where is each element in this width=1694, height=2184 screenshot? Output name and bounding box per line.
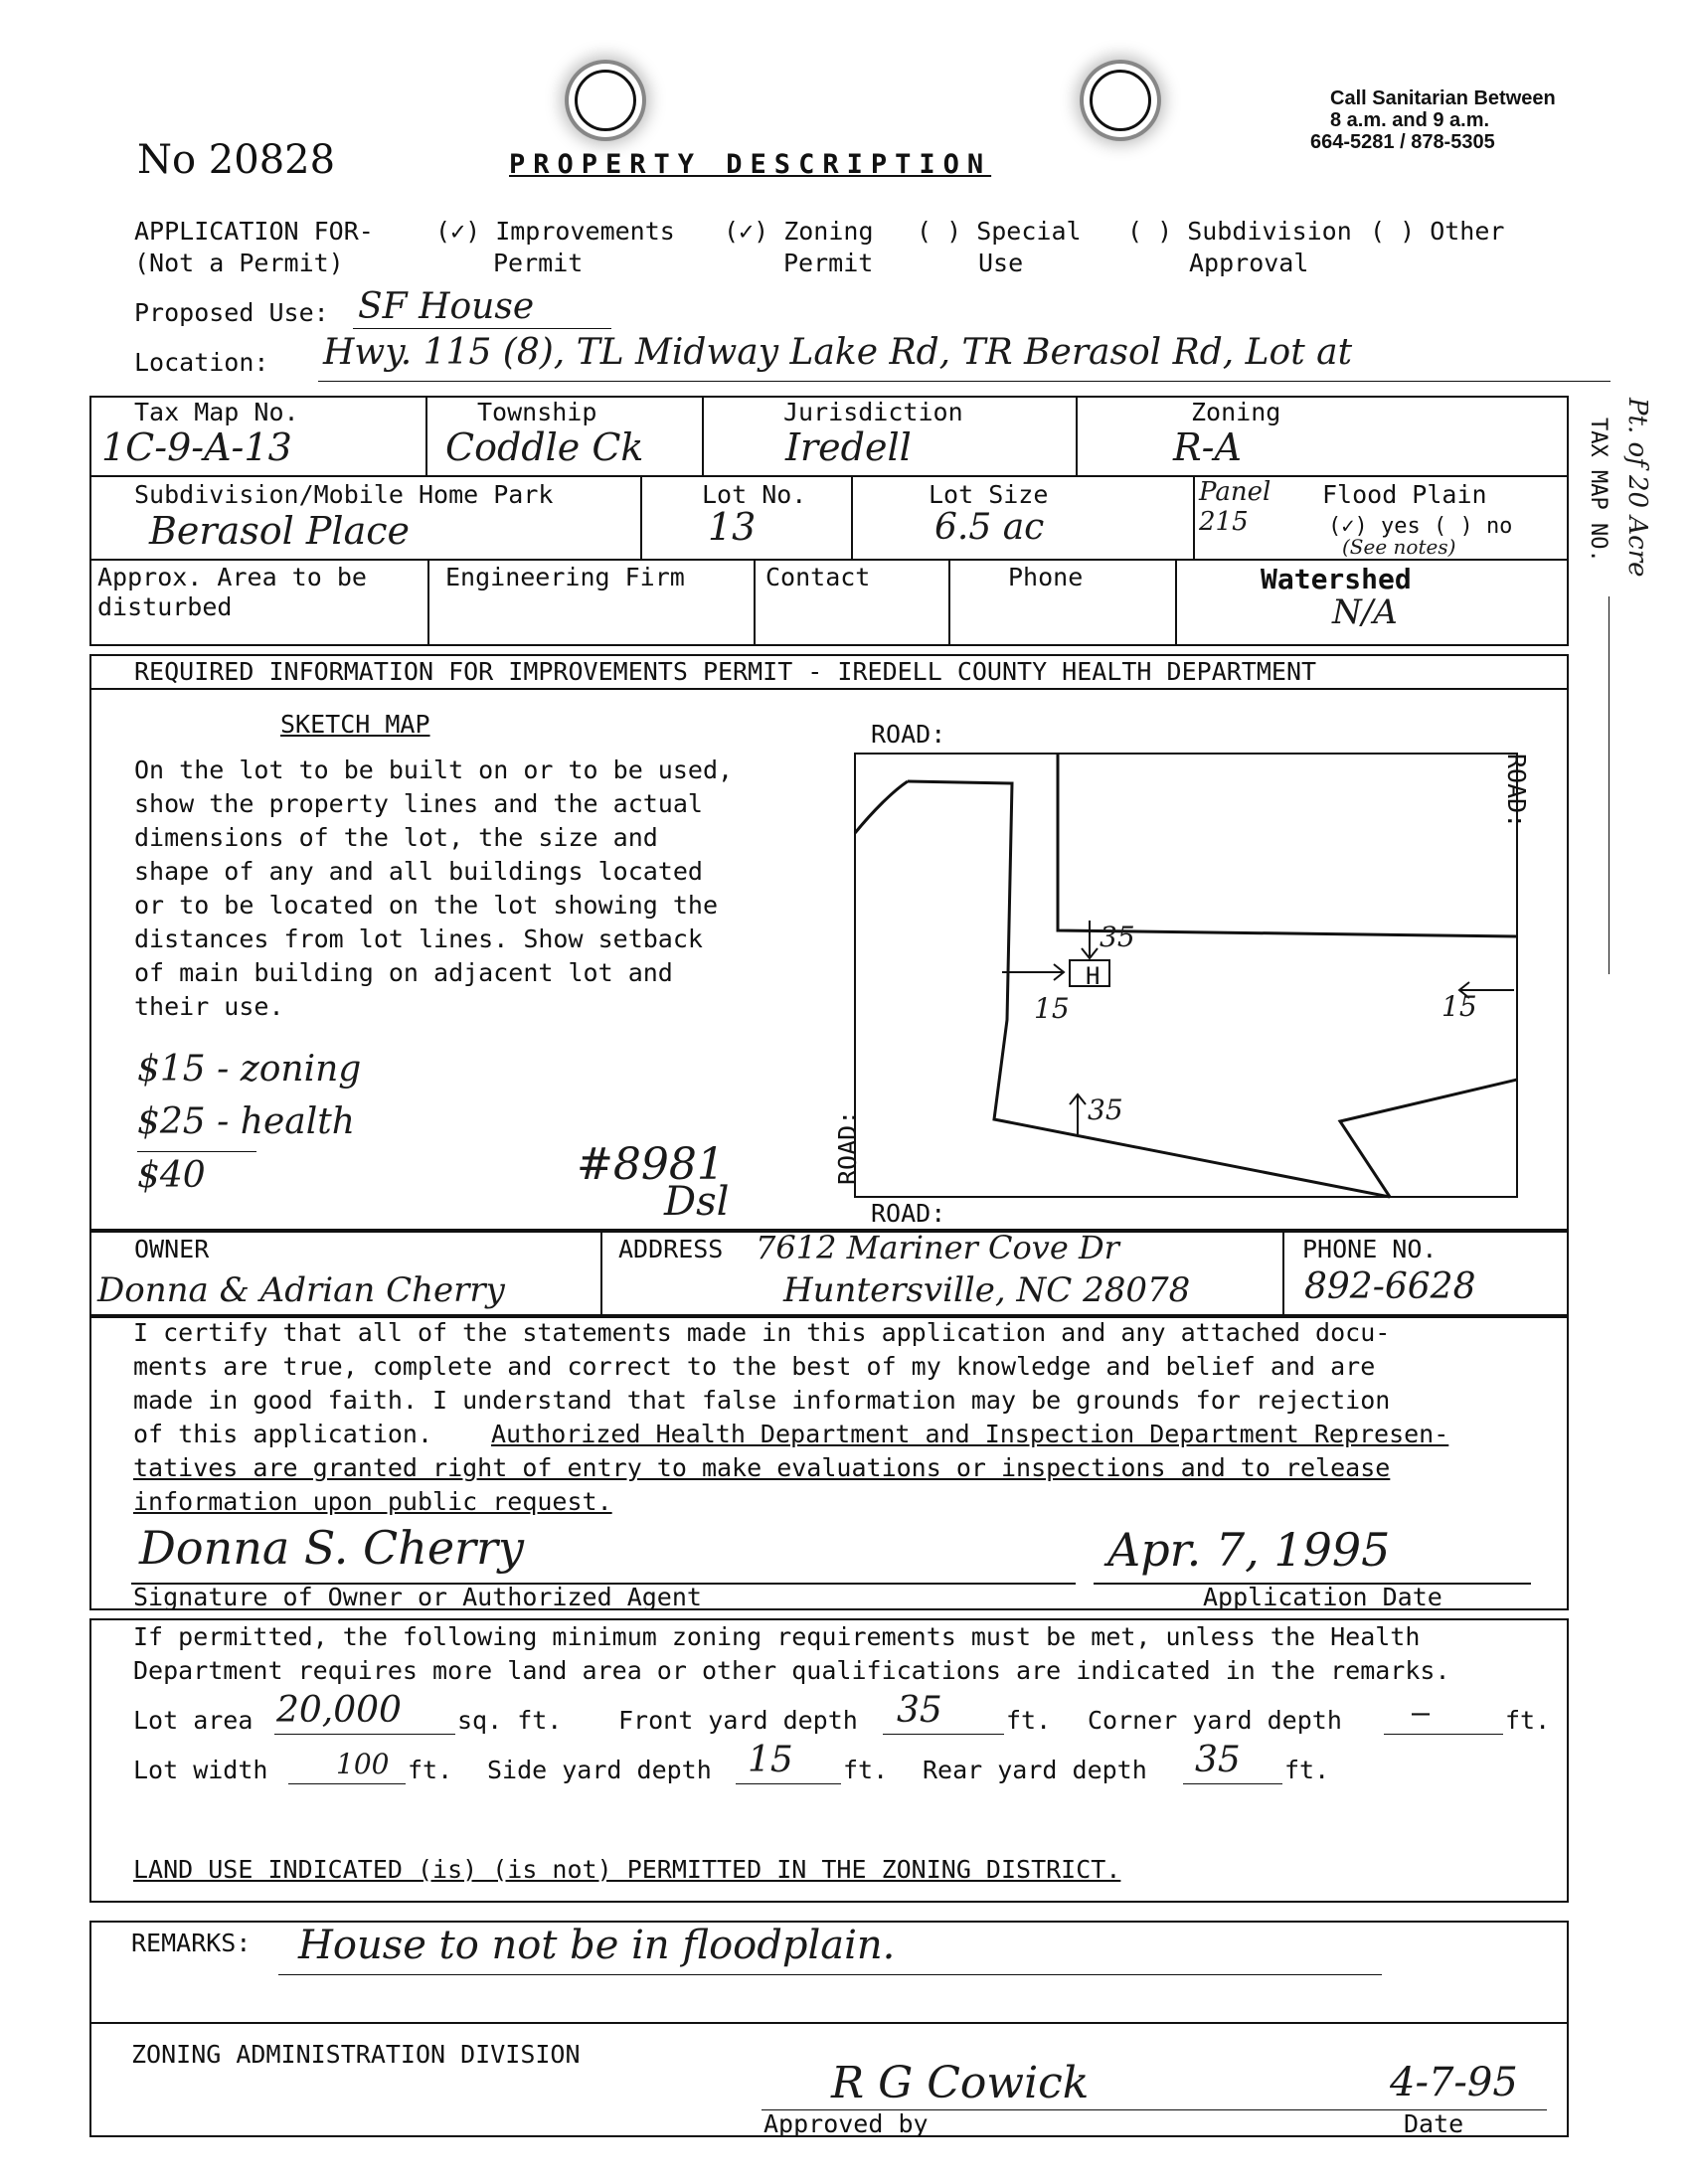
form-title: PROPERTY DESCRIPTION: [509, 149, 992, 180]
certify-line-3: made in good faith. I understand that false information may be grounds for rejection: [133, 1386, 1391, 1415]
watershed-value[interactable]: N/A: [1332, 592, 1398, 632]
receipt-number: #8981: [577, 1139, 725, 1190]
certify-line-5: tatives are granted right of entry to make evaluations or inspections and to release: [133, 1453, 1391, 1482]
owner-value[interactable]: Donna & Adrian Cherry: [97, 1270, 505, 1310]
rear-yard-unit: ft.: [1284, 1756, 1330, 1784]
lot-size-value[interactable]: 6.5 ac: [934, 507, 1045, 548]
application-date-value[interactable]: Apr. 7, 1995: [1107, 1523, 1391, 1577]
remarks-value[interactable]: House to not be in floodplain.: [298, 1923, 896, 1968]
tax-map-label: Tax Map No.: [134, 398, 299, 426]
zoning-label: Zoning: [1191, 398, 1281, 426]
side-yard-unit: ft.: [843, 1756, 889, 1784]
lot-area-unit: sq. ft.: [457, 1706, 563, 1735]
lot-area-label: Lot area: [133, 1706, 254, 1735]
approved-by-label: Approved by: [763, 2109, 929, 2138]
road-label-top: ROAD:: [871, 720, 946, 749]
remarks-label: REMARKS:: [131, 1929, 252, 1957]
location-label: Location:: [134, 348, 269, 377]
corner-yard-label: Corner yard depth: [1088, 1706, 1342, 1735]
certify-line-2: ments are true, complete and correct to the best of my knowledge and belief and are: [133, 1352, 1376, 1381]
side-yard-label: Side yard depth: [487, 1756, 712, 1784]
flood-plain-options[interactable]: (✓) yes ( ) no: [1328, 514, 1513, 539]
sketch-house-label: H: [1086, 962, 1101, 990]
lot-width-unit: ft.: [408, 1756, 453, 1784]
sanitarian-line3: 664-5281 / 878-5305: [1310, 131, 1495, 153]
sketch-dim-bottom: 35: [1088, 1093, 1123, 1126]
flood-plain-label: Flood Plain: [1322, 480, 1487, 509]
application-date-label: Application Date: [1203, 1583, 1442, 1611]
checkbox-improvements[interactable]: (✓) Improvements: [435, 217, 675, 246]
sketch-instruction-5: or to be located on the lot showing the: [134, 891, 718, 920]
phone-no-value[interactable]: 892-6628: [1304, 1266, 1476, 1307]
road-label-left: ROAD:: [833, 1109, 862, 1185]
zoning-req-line-1: If permitted, the following minimum zoning requirements must be met, unless the Health: [133, 1622, 1421, 1651]
proposed-use-value[interactable]: SF House: [358, 286, 535, 327]
checkbox-subdivision[interactable]: ( ) Subdivision: [1127, 217, 1352, 246]
fee-zoning: $15 - zoning: [137, 1049, 362, 1090]
punch-hole-right: [1090, 70, 1151, 131]
application-label: APPLICATION FOR-: [134, 217, 374, 246]
certify-line-4b: Authorized Health Department and Inspection Department Represen-: [491, 1420, 1449, 1448]
sketch-map-title: SKETCH MAP: [280, 710, 430, 739]
certify-line-4a: of this application.: [133, 1420, 433, 1448]
land-use-statement: LAND USE INDICATED (is) (is not) PERMITTED IN THE ZONING DISTRICT.: [133, 1855, 1121, 1884]
location-value[interactable]: Hwy. 115 (8), TL Midway Lake Rd, TR Berasol Rd, Lot at: [323, 332, 1353, 373]
lot-area-value[interactable]: 20,000: [276, 1690, 402, 1731]
side-yard-value[interactable]: 15: [748, 1740, 793, 1780]
rear-yard-label: Rear yard depth: [923, 1756, 1147, 1784]
side-handwritten-note: Pt. of 20 Acre: [1622, 398, 1652, 578]
signature-label: Signature of Owner or Authorized Agent: [133, 1583, 702, 1611]
lot-size-label: Lot Size: [929, 480, 1049, 509]
area-disturbed-label: Approx. Area to be: [97, 563, 367, 591]
watershed-label: Watershed: [1261, 563, 1412, 595]
sketch-instruction-4: shape of any and all buildings located: [134, 857, 703, 886]
checkbox-special-use[interactable]: ( ) Special: [917, 217, 1082, 246]
jurisdiction-label: Jurisdiction: [783, 398, 963, 426]
zoning-req-line-2: Department requires more land area or other qualifications are indicated in the remarks.: [133, 1656, 1450, 1685]
checkbox-zoning[interactable]: (✓) Zoning: [724, 217, 874, 246]
sketch-dim-top: 35: [1100, 921, 1135, 953]
certify-line-1: I certify that all of the statements made in this application and any attached docu-: [133, 1318, 1391, 1347]
address-label: ADDRESS: [618, 1235, 724, 1263]
lot-width-label: Lot width: [133, 1756, 268, 1784]
area-disturbed-sublabel: disturbed: [97, 592, 233, 621]
jurisdiction-value[interactable]: Iredell: [785, 425, 912, 469]
proposed-use-label: Proposed Use:: [134, 298, 329, 327]
contact-label: Contact: [765, 563, 871, 591]
sketch-instruction-6: distances from lot lines. Show setback: [134, 924, 703, 953]
form-number: No 20828: [137, 137, 336, 183]
checkbox-subdivision-sub: Approval: [1189, 249, 1309, 277]
approver-signature[interactable]: R G Cowick: [831, 2058, 1090, 2108]
improvements-header: REQUIRED INFORMATION FOR IMPROVEMENTS PERMIT - IREDELL COUNTY HEALTH DEPARTMENT: [134, 657, 1317, 686]
sketch-instruction-8: their use.: [134, 992, 284, 1021]
lot-no-value[interactable]: 13: [708, 505, 757, 549]
fee-health: $25 - health: [137, 1101, 355, 1142]
sketch-instruction-7: of main building on adjacent lot and: [134, 958, 673, 987]
flood-plain-note: (See notes): [1342, 535, 1456, 559]
application-sublabel: (Not a Permit): [134, 249, 344, 277]
subdivision-value[interactable]: Berasol Place: [149, 509, 410, 553]
front-yard-value[interactable]: 35: [897, 1690, 942, 1731]
engineering-firm-label: Engineering Firm: [445, 563, 685, 591]
corner-yard-value[interactable]: —: [1412, 1696, 1431, 1731]
owner-signature[interactable]: Donna S. Cherry: [139, 1521, 525, 1575]
road-label-right: ROAD:: [1502, 754, 1531, 829]
sanitarian-line1: Call Sanitarian Between: [1330, 87, 1556, 109]
zoning-value[interactable]: R-A: [1173, 425, 1242, 469]
phone-no-label: PHONE NO.: [1302, 1235, 1438, 1263]
checkbox-zoning-sub: Permit: [783, 249, 874, 277]
rear-yard-value[interactable]: 35: [1195, 1740, 1241, 1780]
receipt-initials: Dsl: [664, 1179, 730, 1225]
sanitarian-line2: 8 a.m. and 9 a.m.: [1330, 109, 1490, 131]
front-yard-unit: ft.: [1006, 1706, 1052, 1735]
approval-date-label: Date: [1404, 2109, 1464, 2138]
sketch-map[interactable]: [853, 752, 1519, 1199]
sketch-instruction-3: dimensions of the lot, the size and: [134, 823, 658, 852]
township-value[interactable]: Coddle Ck: [445, 425, 644, 469]
punch-hole-left: [575, 70, 636, 131]
tax-map-value[interactable]: 1C-9-A-13: [101, 425, 292, 469]
sketch-dim-right: 15: [1441, 990, 1477, 1023]
corner-yard-unit: ft.: [1505, 1706, 1551, 1735]
phone-label: Phone: [1008, 563, 1084, 591]
subdivision-label: Subdivision/Mobile Home Park: [134, 480, 554, 509]
checkbox-other[interactable]: ( ) Other: [1370, 217, 1505, 246]
panel-value[interactable]: Panel 215: [1199, 477, 1271, 537]
owner-label: OWNER: [134, 1235, 210, 1263]
checkbox-special-use-sub: Use: [978, 249, 1024, 277]
road-label-bottom: ROAD:: [871, 1199, 946, 1228]
sketch-instruction-2: show the property lines and the actual: [134, 789, 703, 818]
front-yard-label: Front yard depth: [618, 1706, 858, 1735]
address-line1[interactable]: 7612 Mariner Cove Dr: [756, 1229, 1119, 1266]
zoning-admin-label: ZONING ADMINISTRATION DIVISION: [131, 2040, 581, 2069]
approval-date-value[interactable]: 4-7-95: [1390, 2060, 1518, 2105]
township-label: Township: [477, 398, 597, 426]
side-tax-map-label: TAX MAP NO.: [1586, 418, 1610, 563]
sketch-instruction-1: On the lot to be built on or to be used,: [134, 756, 734, 784]
certify-line-6: information upon public request.: [133, 1487, 612, 1516]
sketch-dim-left: 15: [1034, 992, 1070, 1025]
lot-width-value[interactable]: 100: [336, 1748, 390, 1780]
lot-no-label: Lot No.: [702, 480, 807, 509]
address-line2[interactable]: Huntersville, NC 28078: [783, 1270, 1191, 1310]
checkbox-improvements-sub: Permit: [493, 249, 584, 277]
fee-total: $40: [137, 1155, 206, 1196]
